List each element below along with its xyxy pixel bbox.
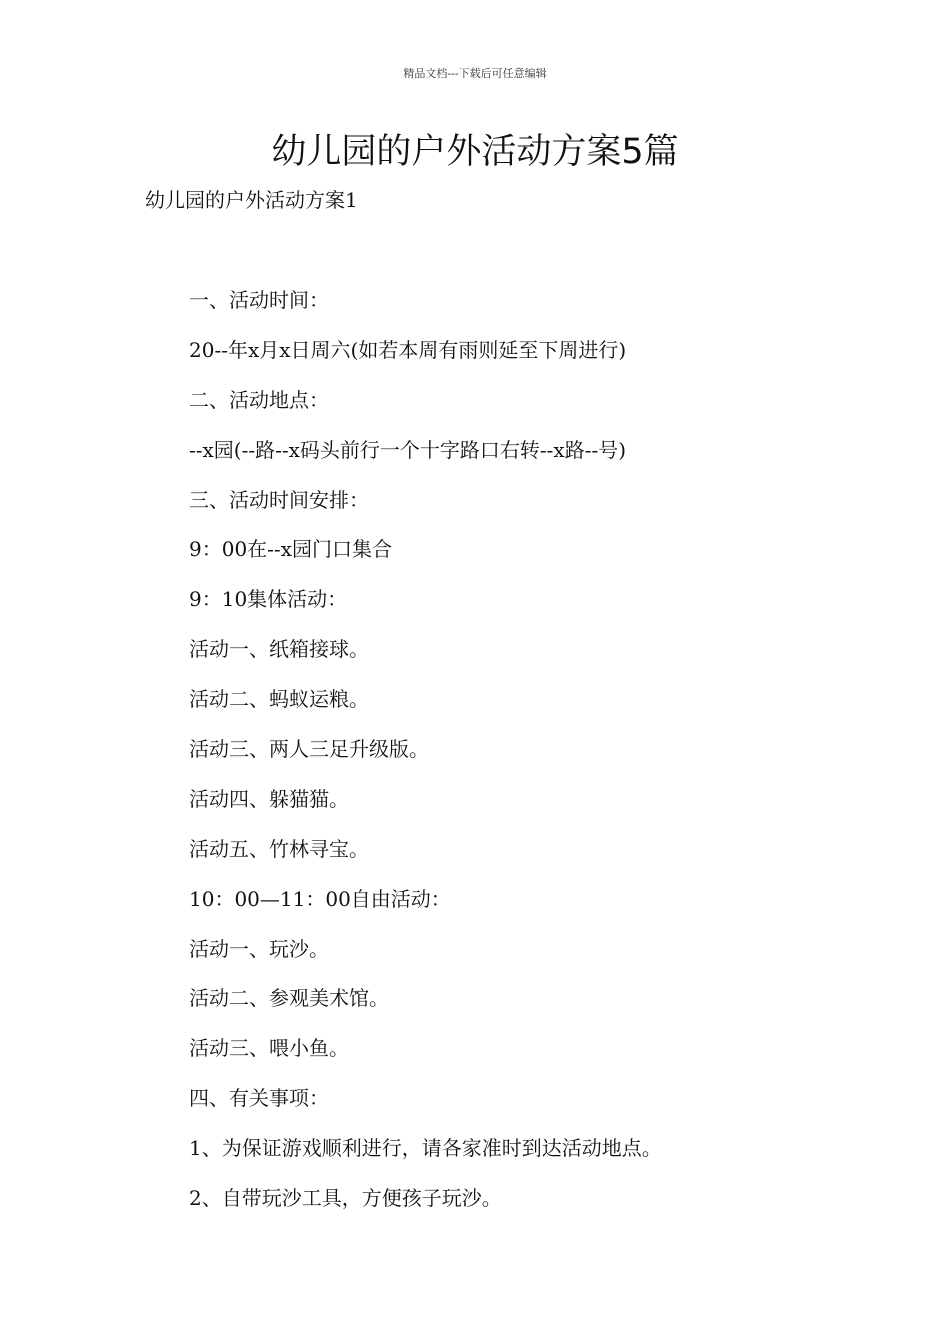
header-note: 精品文档---下载后可任意编辑 — [403, 67, 547, 80]
body-line: 活动二、参观美术馆。 — [189, 986, 389, 1011]
body-line: 1、为保证游戏顺利进行，请各家准时到达活动地点。 — [189, 1136, 662, 1161]
body-line: 二、活动地点： — [189, 387, 329, 412]
body-line: 活动二、蚂蚁运粮。 — [189, 687, 369, 712]
body-line: 10：00—11：00自由活动： — [189, 886, 451, 911]
body-line: 活动五、竹林寻宝。 — [189, 836, 369, 861]
section-title: 幼儿园的户外活动方案1 — [145, 188, 358, 212]
body-line: 2、自带玩沙工具，方便孩子玩沙。 — [189, 1186, 502, 1211]
body-line: 四、有关事项： — [189, 1086, 329, 1111]
body-line: --x园(--路--x码头前行一个十字路口右转--x路--号) — [189, 437, 627, 462]
body-line: 一、活动时间： — [189, 288, 329, 312]
document-body — [189, 285, 889, 1233]
body-line: 活动三、两人三足升级版。 — [189, 737, 429, 762]
body-line: 活动一、玩沙。 — [189, 936, 329, 961]
body-line: 9：00在--x园门口集合 — [189, 537, 392, 562]
body-line: 20--年x月x日周六(如若本周有雨则延至下周进行) — [189, 337, 627, 362]
body-line: 9：10集体活动： — [189, 587, 348, 612]
body-line: 三、活动时间安排： — [189, 487, 369, 512]
body-line: 活动一、纸箱接球。 — [189, 637, 369, 662]
body-line: 活动四、躲猫猫。 — [189, 786, 349, 811]
document-title: 幼儿园的户外活动方案5篇 — [271, 132, 679, 172]
body-line: 活动三、喂小鱼。 — [189, 1036, 349, 1061]
